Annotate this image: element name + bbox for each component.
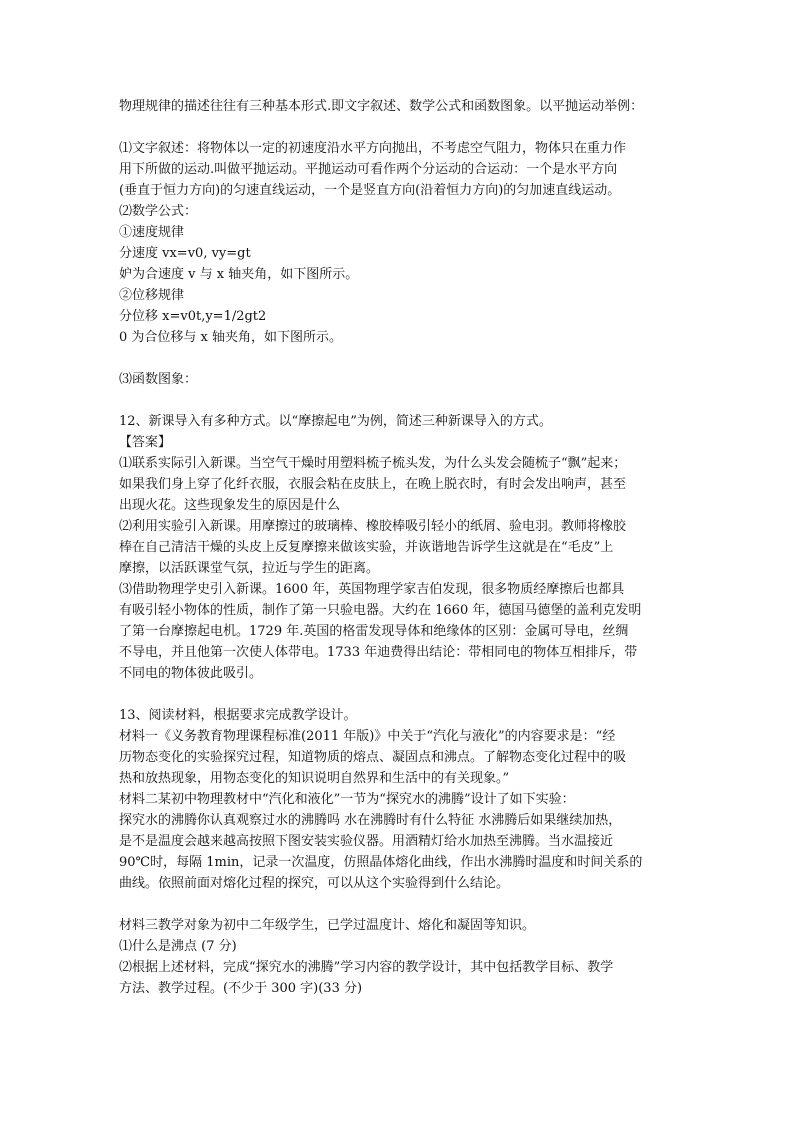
spacer xyxy=(119,684,679,705)
section1-line: ①速度规律 xyxy=(119,225,185,240)
spacer xyxy=(119,348,679,369)
answer-line: 摩擦，以活跃课堂气氛，拉近与学生的距离。 xyxy=(119,561,380,576)
material-line: 历物态变化的实验探究过程，知道物质的熔点、凝固点和沸点。了解物态变化过程中的吸 xyxy=(119,750,627,765)
material-line: 90℃时，每隔 1min，记录一次温度，仿照晶体熔化曲线，作出水沸腾时温度和时间关系的 xyxy=(119,855,643,870)
spacer xyxy=(119,117,679,138)
answer-line: ⑶借助物理学史引入新课。1600 年，英国物理学家吉伯发现，很多物质经摩擦后也都具 xyxy=(119,582,625,597)
answer-line: 不导电，并且他第一次使人体带电。1733 年迪费得出结论：带相同电的物体互相排斥，带 xyxy=(119,645,638,660)
task-line: ⑴什么是沸点 (7 分) xyxy=(119,939,237,954)
material-line: 材料二某初中物理教材中“汽化和液化”一节为“探究水的沸腾”设计了如下实验： xyxy=(119,792,575,807)
answer-line: 如果我们身上穿了化纤衣服，衣服会粘在皮肤上，在晚上脱衣时，有时会发出响声，甚至 xyxy=(119,477,627,492)
formula-line: 分速度 vx=v0, vy=gt xyxy=(119,246,251,261)
answer-line: ⑴联系实际引入新课。当空气干燥时用塑料梳子梳头发，为什么头发会随梳子“飘”起来； xyxy=(119,456,627,471)
material-line: 热和放热现象，用物态变化的知识说明自然界和生活中的有关现象。” xyxy=(119,771,510,786)
answer-line: 棒在自己清洁干燥的头皮上反复摩擦来做该实验，并诙谐地告诉学生这就是在“毛皮”上 xyxy=(119,540,614,555)
question-13: 13、阅读材料，根据要求完成教学设计。 xyxy=(119,708,357,723)
answer-line: ⑵利用实验引入新课。用摩擦过的玻璃棒、橡胶棒吸引轻小的纸屑、验电羽。教师将橡胶 xyxy=(119,519,627,534)
answer-line: 有吸引轻小物体的性质，制作了第一只验电器。大约在 1660 年，德国马德堡的盖利克发明 xyxy=(119,603,642,618)
section1-line: ②位移规律 xyxy=(119,288,185,303)
section1-line: 用下所做的运动.叫做平抛运动。平抛运动可看作两个分运动的合运动：一个是水平方向 xyxy=(119,162,618,177)
material-line: 材料一《义务教育物理课程标准(2011 年版)》中关于“汽化与液化”的内容要求是：“经 xyxy=(119,729,616,744)
question-12: 12、新课导入有多种方式。以“摩擦起电”为例，简述三种新课导入的方式。 xyxy=(119,414,552,429)
section1-line: 0 为合位移与 x 轴夹角，如下图所示。 xyxy=(119,330,342,345)
material-line: 是不是温度会越来越高按照下图安装实验仪器。用酒精灯给水加热至沸腾。当水温接近 xyxy=(119,834,614,849)
document-page xyxy=(119,96,679,999)
section1-line: (垂直于恒力方向)的匀速直线运动，一个是竖直方向(沿着恒力方向)的匀加速直线运动。 xyxy=(119,183,621,198)
material-three: 材料三教学对象为初中二年级学生，已学过温度计、熔化和凝固等知识。 xyxy=(119,918,536,933)
task-line: ⑵根据上述材料，完成“探究水的沸腾”学习内容的教学设计，其中包括教学目标、教学 xyxy=(119,960,614,975)
function-graph-heading: ⑶函数图象： xyxy=(119,372,198,387)
section1-line: ⑴文字叙述：将物体以一定的初速度沿水平方向抛出，不考虑空气阻力，物体只在重力作 xyxy=(119,141,627,156)
section1-line: 妒为合速度 v 与 x 轴夹角，如下图所示。 xyxy=(119,267,359,282)
answer-line: 了第一台摩擦起电机。1729 年.英国的格雷发现导体和绝缘体的区别：金属可导电，丝绸 xyxy=(119,624,629,639)
answer-line: 出现火花。这些现象发生的原因是什么 xyxy=(119,498,341,513)
answer-line: 不同电的物体彼此吸引。 xyxy=(119,666,263,681)
intro-paragraph: 物理规律的描述往往有三种基本形式.即文字叙述、数学公式和函数图象。以平抛运动举例： xyxy=(119,99,644,114)
answer-label: 【答案】 xyxy=(119,435,172,450)
formula-line: 分位移 x=v0t,y=1/2gt2 xyxy=(119,309,267,324)
section1-line: ⑵数学公式： xyxy=(119,204,198,219)
spacer xyxy=(119,390,679,411)
material-line: 探究水的沸腾你认真观察过水的沸腾吗 水在沸腾时有什么特征 水沸腾后如果继续加热， xyxy=(119,813,622,828)
task-line: 方法、教学过程。(不少于 300 字)(33 分) xyxy=(119,981,363,996)
spacer xyxy=(119,894,679,915)
material-line: 曲线。依照前面对熔化过程的探究，可以从这个实验得到什么结论。 xyxy=(119,876,510,891)
